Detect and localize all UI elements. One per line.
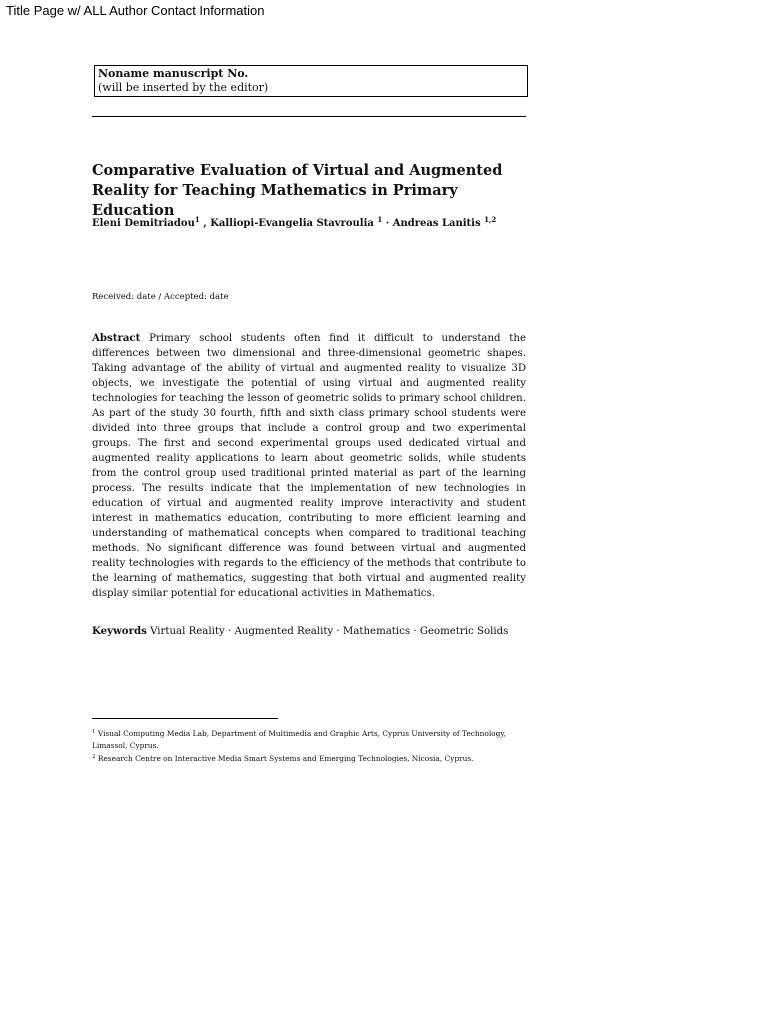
author-name: Kalliopi-Evangelia Stavroulia	[210, 218, 378, 229]
footnotes	[92, 728, 526, 766]
manuscript-number-box	[94, 65, 528, 97]
header-divider	[92, 116, 526, 117]
footnote-divider	[92, 718, 278, 719]
author-name: Eleni Demitriadou	[92, 218, 195, 229]
footnote-text: Research Centre on Interactive Media Smart Systems and Emerging Technologies, Nicosia, Cyprus.	[97, 754, 474, 763]
paper-title: Comparative Evaluation of Virtual and Augmented Reality for Teaching Mathematics in Primary Education	[92, 162, 503, 219]
keywords-label: Keywords	[92, 625, 147, 637]
keywords	[92, 624, 512, 639]
author-separator: ·	[382, 218, 393, 229]
page-header: Title Page w/ ALL Author Contact Information	[6, 3, 265, 18]
manuscript-number-title: Noname manuscript No.	[98, 67, 249, 80]
abstract	[92, 331, 526, 601]
author-affiliation-mark: 1,2	[484, 215, 497, 224]
footnote-mark: 1	[92, 729, 96, 735]
received-accepted-date: Received: date / Accepted: date	[92, 292, 229, 302]
keywords-text: Virtual Reality · Augmented Reality · Mathematics · Geometric Solids	[150, 626, 509, 637]
author-separator: ,	[199, 218, 211, 229]
author-affiliation-mark: 1	[194, 215, 200, 224]
manuscript-number-note: (will be inserted by the editor)	[98, 81, 269, 94]
author-name: Andreas Lanitis	[392, 218, 485, 229]
footnote	[92, 753, 526, 765]
abstract-text: Primary school students often find it difficult to understand the differences between two dimensional and three-dimensional geometric shapes. Taking advantage of the ability of virtual and augmented reality to visualize 3D objects, we investigate the potential of using virtual and augmented reality technologies for teaching the lesson of geometric solids to primary school children. As part of the study 30 fourth, fifth and sixth class primary school students were divided into three groups that include a control group and two experimental groups. The first and second experimental groups used dedicated virtual and augmented reality applications to learn about geometric solids, while students from the control group used traditional printed material as part of the learning process. The results indicate that the implementation of new technologies in education of virtual and augmented reality improve interactivity and student interest in mathematics education, contributing to more efficient learning and understanding of mathematical concepts when compared to traditional teaching methods. No significant difference was found between virtual and augmented reality technologies with regards to the efficiency of the methods that contribute to the learning of mathematics, suggesting that both virtual and augmented reality display similar potential for educational activities in Mathematics.	[92, 333, 526, 599]
footnote	[92, 728, 526, 752]
author-affiliation-mark: 1	[377, 215, 383, 224]
abstract-label: Abstract	[92, 332, 141, 344]
footnote-mark: 2	[92, 754, 96, 760]
footnote-text: Visual Computing Media Lab, Department of Multimedia and Graphic Arts, Cyprus University of Technology, Limassol, Cyprus.	[92, 729, 506, 750]
author-list	[92, 217, 532, 231]
